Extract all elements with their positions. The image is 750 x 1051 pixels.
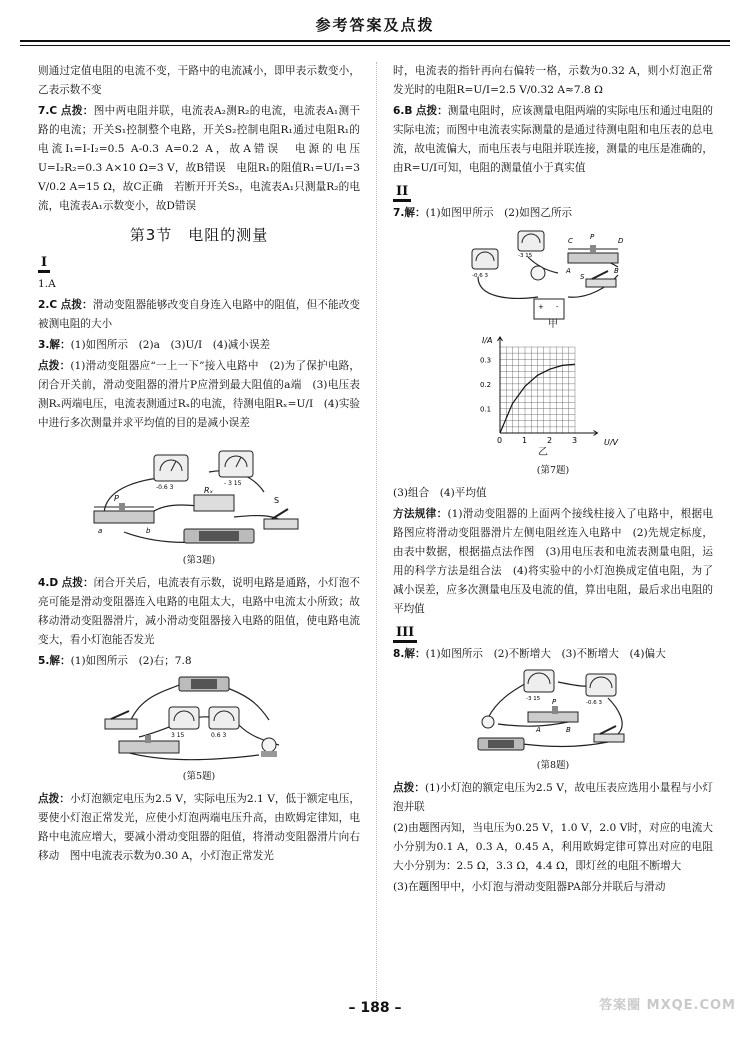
circuit-diagram-q5	[99, 675, 299, 765]
q2-tip-tag: 点拨：	[60, 299, 93, 311]
meter2-scale: - 3 15	[224, 480, 242, 487]
lamp-icon	[261, 738, 277, 757]
plus-label: +	[538, 303, 544, 311]
lamp-icon	[482, 716, 494, 728]
voltmeter-icon	[524, 670, 554, 692]
rheostat-icon	[119, 735, 179, 753]
left-intro-text: 则通过定值电阻的电流不变，干路中的电流减小，即甲表示数变小，乙表示数不变	[38, 65, 360, 96]
header-rule	[20, 40, 730, 46]
q5-text: (1)如图所示 (2)右；7.8	[70, 655, 192, 667]
figure-q3	[84, 437, 314, 549]
p-label: P	[590, 233, 595, 241]
c-label: C	[568, 237, 573, 245]
q3-tip-tag: 点拨：	[38, 360, 71, 372]
switch-icon	[264, 509, 298, 529]
rheostat-icon	[94, 503, 154, 523]
battery-icon	[478, 738, 524, 750]
circuit-diagram-q7a	[468, 227, 638, 323]
meter2-scale: 0.6 3	[211, 732, 227, 739]
x-axis-label: U/V	[604, 438, 619, 447]
ammeter-icon	[518, 231, 544, 251]
q8-part2: (2)由题图丙知，当电压为0.25 V，1.0 V，2.0 V时，对应的电流大小分别为0.1 A，0.3 A，0.45 A，利用欧姆定律可算出对应的电阻大小分别为：2.5 Ω，3.3 Ω，4.4 Ω，即灯丝的电阻不断增大	[393, 822, 713, 872]
y-axis-label: I/A	[482, 336, 493, 345]
q7-tip-tag: 点拨：	[60, 105, 94, 117]
q4	[38, 574, 360, 650]
voltmeter-icon	[472, 249, 498, 269]
q7-text: 图中两电阻并联，电流表A₂测R₂的电流，电流表A₁测干路的电流；开关S₁控制整个电路，开关S₂控制电阻R₁通过电阻R₁的电流I₁=I-I₂=0.5 A-0.3 A=0.2 A，故A错误 电源的电压U=I₂R₂=0.3 A×10 Ω=3 V，故B错误 电阻R₁的阻值R₁=U/I₁=3 V/0.2 A=15 Ω，故C正确 若断开开关S₂，电流表A₁只测量R₂的电流，电流表A₁示数变小，故D错误	[38, 105, 361, 212]
chart-grid	[500, 347, 575, 433]
switch-icon	[105, 711, 137, 729]
q3	[38, 336, 360, 355]
figure-q5	[99, 675, 299, 765]
circuit-diagram-q3	[84, 437, 314, 549]
q8-tip-text: (1)小灯泡的额定电压为2.5 V，故电压表应选用小量程与小灯泡并联	[393, 782, 714, 813]
caption-q8: (第8题)	[536, 760, 570, 771]
q5-number: 5.解：	[38, 655, 71, 667]
q7-method-text: (1)滑动变阻器的上面两个接线柱接入了电路中，根据电路图应将滑动变阻器滑片左侧电阻丝连入电路中 (2)先规定标度，由表中数据，根据描点法作图 (3)用电压表和电流表测量电阻，运用的科学方法是组合法 (4)将实验中的小灯泡换成定值电阻，为了减小误差，应多次测量电压及电流的值，算出电阻，最后求出电阻的平均值	[393, 508, 713, 615]
level-1-badge: I	[38, 255, 50, 273]
a-label: a	[98, 527, 103, 535]
q3-number: 3.解：	[38, 339, 71, 351]
x-tick-label: 1	[522, 436, 528, 445]
x-tick-label: 0	[497, 436, 503, 445]
figure-q8	[468, 668, 638, 754]
ammeter-icon	[219, 451, 253, 477]
ammeter-icon	[209, 707, 239, 729]
q7-right-number: 7.解：	[393, 207, 426, 219]
watermark-logo: 答案圈 MXQE.COM	[599, 998, 736, 1013]
q5	[38, 652, 360, 671]
b-label: B	[614, 267, 619, 275]
q6	[393, 102, 713, 178]
meter1-scale: 3 15	[171, 732, 185, 739]
q7-right	[393, 204, 713, 223]
q6-number: 6.B	[393, 105, 413, 117]
s-label: S	[274, 496, 280, 505]
column-divider	[376, 62, 377, 1012]
q8-tip	[393, 779, 713, 817]
q7-number: 7.C	[38, 105, 58, 117]
y-tick-label: 0.3	[480, 356, 492, 365]
p-label: P	[552, 698, 557, 706]
meter1-scale: -3 15	[518, 253, 533, 259]
q4-text: 闭合开关后，电流表有示数，说明电路是通路，小灯泡不亮可能是滑动变阻器连入电路的电阻太大，电路中电流太小所致；故移动滑动变阻器滑片，减小滑动变阻器接入电路的阻值，使电路电流变大，看小灯泡能否发光	[38, 577, 361, 646]
ammeter-icon	[586, 674, 616, 696]
b-label: b	[146, 527, 151, 535]
q5-tip	[38, 790, 360, 866]
caption-q5: (第5题)	[182, 771, 216, 782]
q7-method	[393, 505, 713, 619]
q5-tip-tag: 点拨：	[38, 793, 70, 805]
level-3-badge: III	[393, 625, 417, 643]
x-tick-label: 2	[547, 436, 553, 445]
q4-tip-tag: 点拨：	[61, 577, 94, 589]
caption-q3: (第3题)	[182, 555, 216, 566]
q7-answer-34: (3)组合 (4)平均值	[393, 487, 487, 499]
battery-icon	[184, 529, 254, 543]
q6-text: 测量电阻时，应该测量电阻两端的实际电压和通过电阻的实际电流；而图中电流表实际测量的是通过待测电阻和电压表的总电流，故电流偏大，而电压表与电阻并联连接，测量的电压是准确的，由R=U/I可知，电阻的测量值小于真实值	[393, 105, 714, 174]
q8-number: 8.解：	[393, 648, 426, 660]
circuit-diagram-q8	[468, 668, 638, 754]
q8	[393, 645, 713, 664]
q7-right-text: (1)如图甲所示 (2)如图乙所示	[425, 207, 573, 219]
q2-number: 2.C	[38, 299, 58, 311]
y-tick-label: 0.2	[480, 380, 492, 389]
a-label: A	[566, 267, 571, 275]
right-column	[393, 62, 713, 899]
q6-tip-tag: 点拨：	[415, 105, 448, 117]
q7-left	[38, 102, 360, 216]
b-label: B	[566, 726, 571, 734]
y-tick-label: 0.1	[480, 405, 492, 414]
q3-tip-text: (1)滑动变阻器应“一上一下”接入电路中 (2)为了保护电路，闭合开关前，滑动变阻器的滑片P应滑到最大阻值的a端 (3)电压表测Rₓ两端电压，电流表测通过Rₓ的电流，待测电阻Rₓ=U/I (4)实验中进行多次测量并求平均值的目的是减小误差	[38, 360, 361, 429]
q3-text: (1)如图所示 (2)a (3)U/I (4)减小误差	[70, 339, 271, 351]
meter2-scale: -0.6 3	[472, 273, 488, 279]
q3-tip	[38, 357, 360, 433]
a-label: A	[536, 726, 541, 734]
figure-q7-b	[478, 333, 628, 459]
figure-label-a: 甲	[548, 319, 558, 330]
voltmeter-icon	[169, 707, 199, 729]
level-2-badge: II	[393, 184, 411, 202]
section-title: 第3节 电阻的测量	[129, 226, 269, 244]
battery-icon	[179, 677, 229, 691]
minus-label: -	[556, 303, 559, 311]
rheostat-icon	[528, 706, 578, 722]
p-label: P	[114, 494, 119, 503]
rx-label: Rₓ	[204, 486, 214, 495]
q8-text: (1)如图所示 (2)不断增大 (3)不断增大 (4)偏大	[425, 648, 666, 660]
q2-text: 滑动变阻器能够改变自身连入电路中的阻值，但不能改变被测电阻的大小	[38, 299, 360, 330]
q5-tip-text: 小灯泡额定电压为2.5 V，实际电压为2.1 V，低于额定电压，要使小灯泡正常发光，应使小灯泡两端电压升高，由欧姆定律知，电路中电流应增大，要减小滑动变阻器的阻值，将滑动变阻器滑片向右移动 图中电流表示数为0.30 A，小灯泡正常发光	[38, 793, 360, 862]
rheostat-icon	[568, 245, 618, 263]
s-label: S	[580, 273, 585, 281]
meter1-scale: -0.6 3	[156, 484, 174, 491]
right-intro-text: 时，电流表的指针再向右偏转一格，示数为0.32 A，则小灯泡正常发光时的电阻R=U/I=2.5 V/0.32 A≈7.8 Ω	[393, 65, 713, 96]
lamp-icon	[531, 266, 545, 280]
q1-answer: 1.A	[38, 278, 56, 290]
left-column	[38, 62, 360, 868]
q2	[38, 296, 360, 334]
iv-chart	[478, 333, 628, 459]
q8-part3: (3)在题图甲中，小灯泡与滑动变阻器PA部分并联后与滑动	[393, 881, 666, 893]
resistor-rx-icon	[194, 495, 234, 511]
figure-q7-a	[468, 227, 638, 330]
switch-icon	[586, 271, 616, 287]
voltmeter-icon	[154, 455, 188, 481]
d-label: D	[618, 237, 624, 245]
q7-method-tag: 方法规律：	[393, 508, 448, 520]
q4-number: 4.D	[38, 577, 59, 589]
header-title: 参考答案及点拨	[315, 16, 435, 34]
q8-tip-tag: 点拨：	[393, 782, 425, 794]
x-tick-label: 3	[572, 436, 578, 445]
figure-label-b: 乙	[538, 447, 548, 458]
switch-icon	[594, 726, 624, 742]
page-number: – 188 –	[348, 1000, 402, 1016]
meter2-scale: -0.6 3	[586, 700, 602, 706]
meter1-scale: -3 15	[526, 696, 541, 702]
caption-q7: (第7题)	[536, 465, 570, 476]
page-header	[20, 14, 730, 52]
